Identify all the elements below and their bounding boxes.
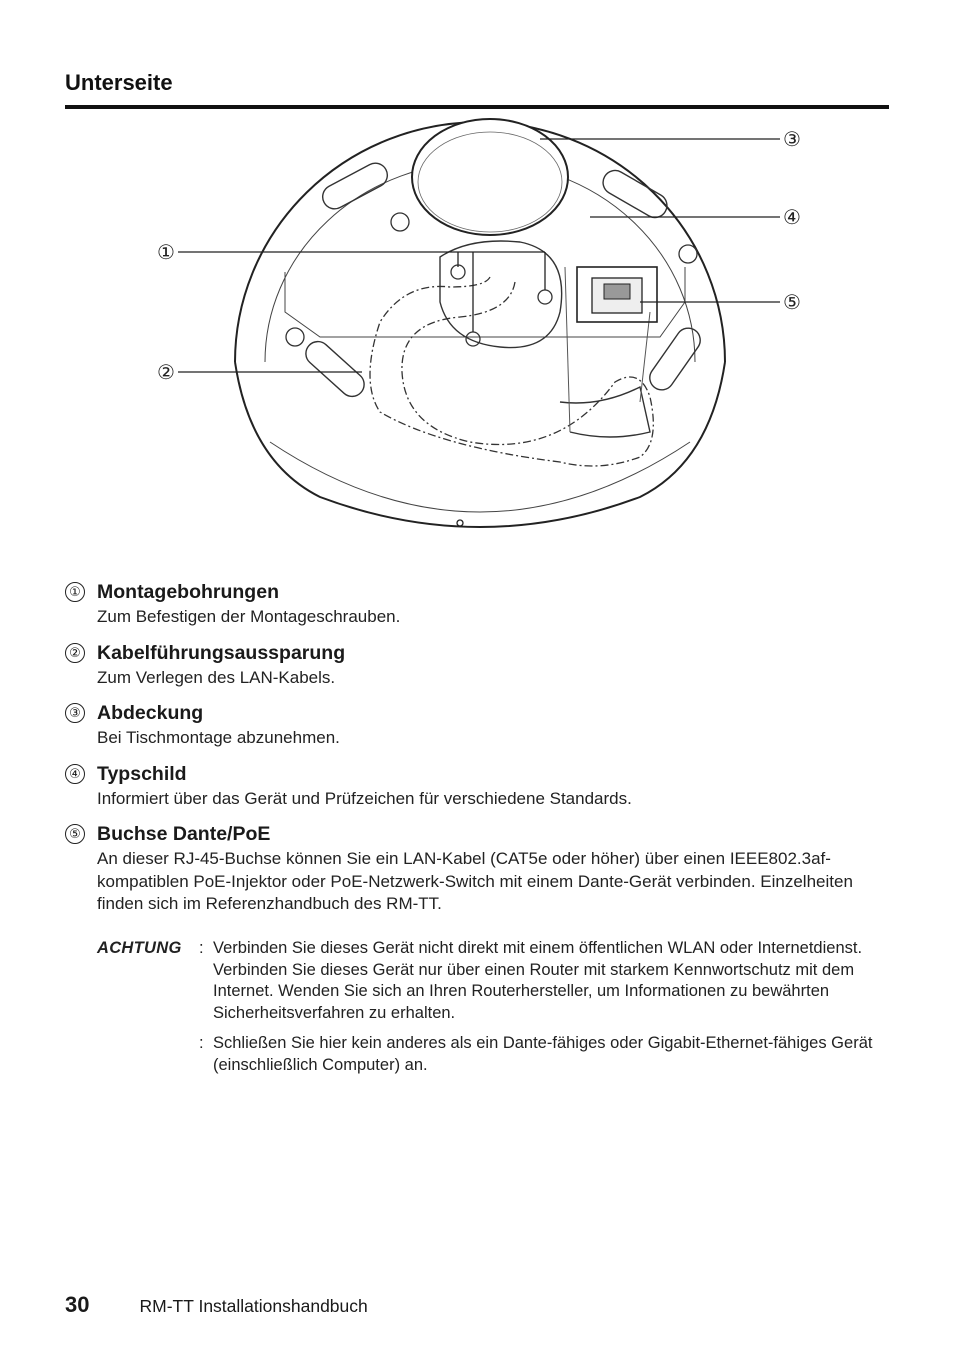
callout-4: ④ bbox=[783, 205, 801, 229]
item-number: ② bbox=[65, 643, 85, 663]
parts-list-item bbox=[65, 639, 885, 690]
caution-box bbox=[97, 938, 887, 1085]
caution-label-spacer bbox=[97, 1033, 199, 1076]
item-description: An dieser RJ-45-Buchse können Sie ein LAN-Kabel (CAT5e oder höher) über einen IEEE802.3af-kompatiblen PoE-Injektor oder PoE-Netzwerk-Switch mit einem Dante-Gerät verbinden. Einzelheiten finden sich im Referenzhandbuch des RM-TT. bbox=[97, 849, 853, 913]
item-title: Buchse Dante/PoE bbox=[97, 823, 271, 845]
caution-label: ACHTUNG bbox=[97, 939, 182, 957]
item-description: Informiert über das Gerät und Prüfzeichen für verschiedene Standards. bbox=[97, 788, 632, 808]
footer-doc-title: RM-TT Installationshandbuch bbox=[139, 1296, 368, 1316]
page-number: 30 bbox=[65, 1292, 90, 1317]
item-title: Montagebohrungen bbox=[97, 581, 279, 603]
parts-list-item bbox=[65, 820, 885, 916]
page-footer bbox=[65, 1292, 368, 1318]
item-description: Zum Befestigen der Montageschrauben. bbox=[97, 607, 401, 626]
caution-note: Schließen Sie hier kein anderes als ein Dante-fähiges oder Gigabit-Ethernet-fähiges Gerät (einschließlich Computer) an. bbox=[213, 1034, 873, 1074]
parts-list bbox=[65, 578, 885, 926]
item-description: Zum Verlegen des LAN-Kabels. bbox=[97, 667, 336, 687]
item-number: ④ bbox=[65, 764, 85, 784]
item-description: Bei Tischmontage abzunehmen. bbox=[97, 728, 340, 747]
parts-list-item bbox=[65, 578, 885, 629]
item-title: Kabelführungsaussparung bbox=[97, 641, 346, 664]
item-number: ① bbox=[65, 582, 85, 602]
section-heading: Unterseite bbox=[65, 70, 173, 95]
item-number: ⑤ bbox=[65, 824, 85, 844]
caution-colon: : bbox=[199, 939, 204, 957]
item-number: ③ bbox=[65, 703, 85, 723]
item-title: Typschild bbox=[97, 762, 187, 785]
item-title: Abdeckung bbox=[97, 702, 204, 724]
heading-rule bbox=[65, 105, 889, 109]
caution-note: Verbinden Sie dieses Gerät nicht direkt mit einem öffentlichen WLAN oder Internetdienst. Verbinden Sie dieses Gerät nur über einen Router mit starkem Kennwortschutz mit dem Internet. Wenden Sie sich an Ihren Routerhersteller, um Informationen zu bewährten Sicherheitsverfahren zu erhalten. bbox=[213, 939, 863, 1022]
parts-list-item bbox=[65, 699, 885, 750]
device-underside-illustration bbox=[140, 112, 820, 562]
callout-5: ⑤ bbox=[783, 290, 801, 314]
callout-3: ③ bbox=[783, 127, 801, 151]
parts-list-item bbox=[65, 760, 885, 811]
callout-1: ① bbox=[157, 240, 175, 264]
caution-colon: : bbox=[199, 1034, 204, 1052]
callout-2: ② bbox=[157, 360, 175, 384]
